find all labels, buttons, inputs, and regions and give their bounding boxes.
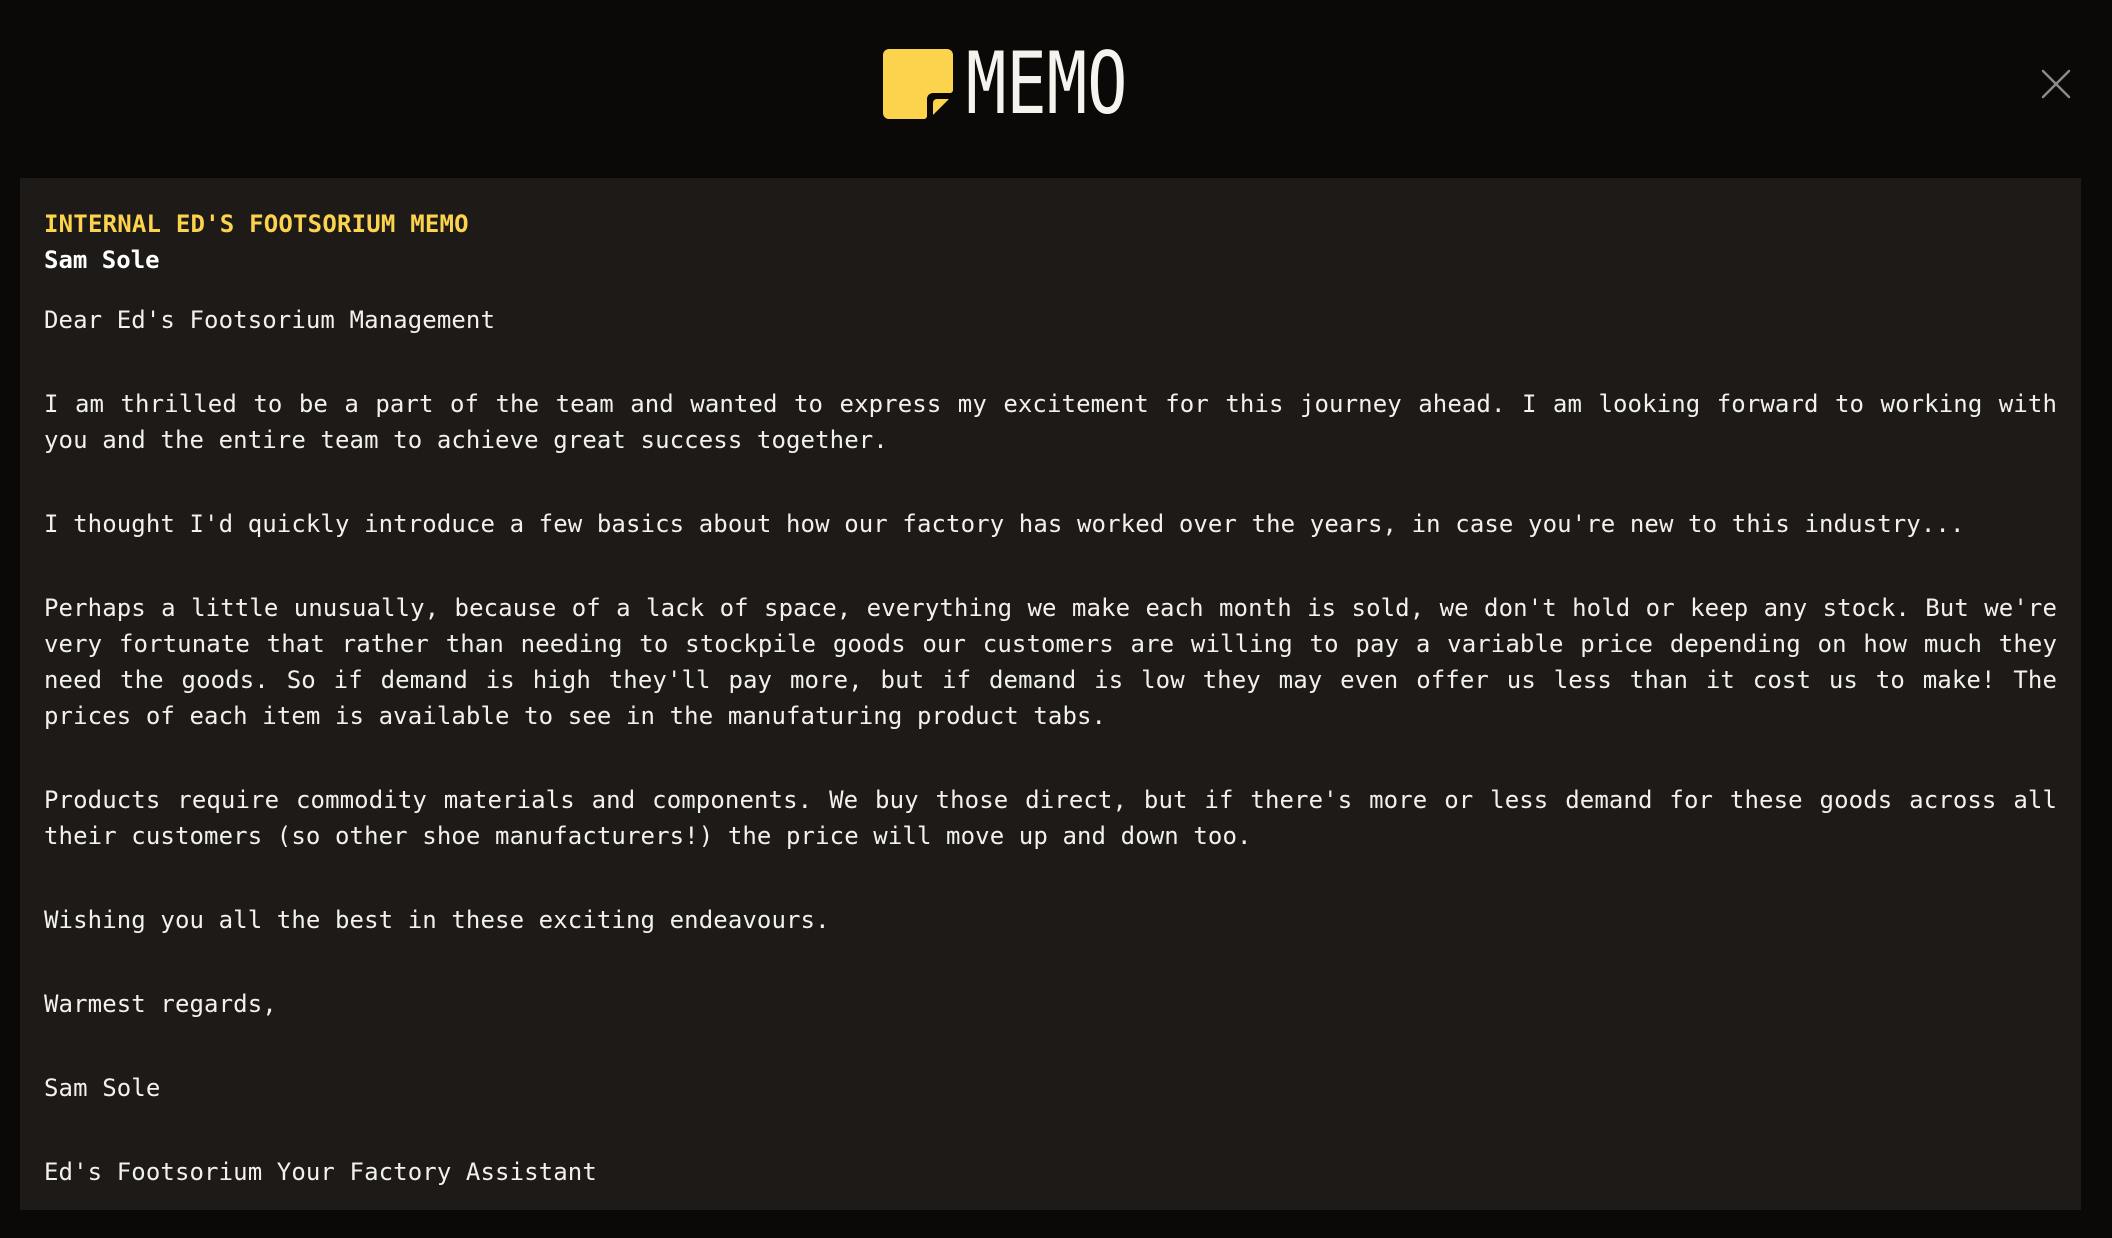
memo-signature-name: Sam Sole [44, 1074, 161, 1102]
page-title: MEMO [966, 34, 1128, 134]
memo-paragraph-greeting: Dear Ed's Footsorium Management [44, 306, 496, 334]
memo-heading: INTERNAL ED'S FOOTSORIUM MEMO [44, 210, 469, 238]
memo-paragraph-wishes: Wishing you all the best in these exciting endeavours. [44, 906, 830, 934]
memo-paragraph-intro: I am thrilled to be a part of the team and wanted to express my excitement for this journey ahead. I am looking forward to working with you and the entire team to achieve great success together. [44, 390, 2057, 454]
memo-body [44, 302, 2057, 1190]
memo-signature-title: Ed's Footsorium Your Factory Assistant [44, 1158, 597, 1186]
memo-author: Sam Sole [44, 246, 160, 274]
memo-paragraph-closing: Warmest regards, [44, 990, 277, 1018]
memo-paragraph-stock: Perhaps a little unusually, because of a lack of space, everything we make each month is sold, we don't hold or keep any stock. But we're very fortunate that rather than needing to stockpile goods our customers are willing to pay a variable price depending on how much they need the goods. So if demand is high they'll pay more, but if demand is low they may even offer us less than it cost us to make! The prices of each item is available to see in the manufaturing product tabs. [44, 594, 2057, 730]
close-button[interactable] [2038, 66, 2074, 102]
memo-header [0, 0, 2112, 178]
memo-panel [20, 178, 2081, 1210]
memo-paragraph-materials: Products require commodity materials and components. We buy those direct, but if there's more or less demand for these goods across all their customers (so other shoe manufacturers!) the price will move up and down too. [44, 786, 2057, 850]
memo-brand [883, 34, 1173, 134]
memo-paragraph-basics: I thought I'd quickly introduce a few basics about how our factory has worked over the years, in case you're new to this industry... [44, 510, 1965, 538]
close-icon[interactable] [2038, 66, 2074, 102]
sticky-note-icon [883, 49, 953, 119]
